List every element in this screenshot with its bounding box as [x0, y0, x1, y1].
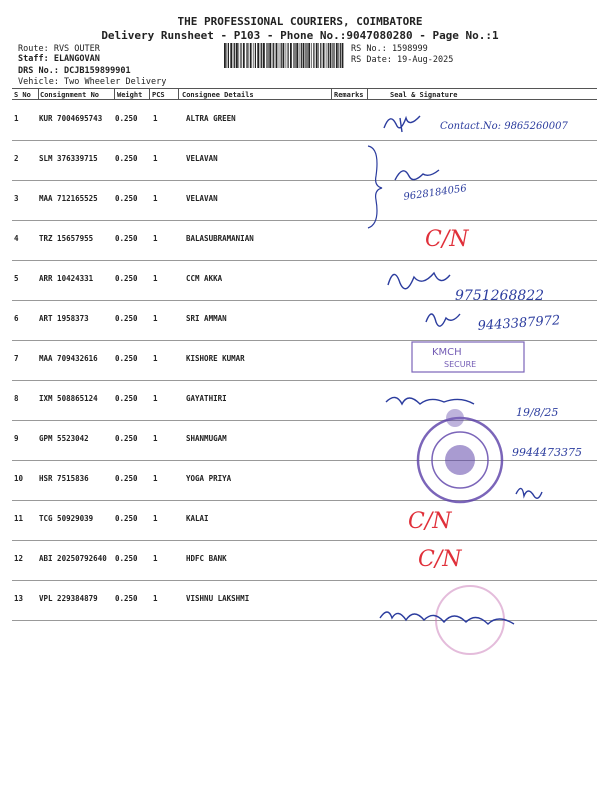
cell-pcs: 1 [153, 594, 158, 603]
cell-consignee: GAYATHIRI [186, 394, 227, 403]
cell-sno: 12 [14, 554, 24, 563]
runsheet-subtitle: Delivery Runsheet - P103 - Phone No.:9047080280 - Page No.:1 [101, 29, 499, 42]
cell-consignment: TCG 50929039 [39, 514, 94, 523]
barcode-bar [250, 43, 252, 68]
barcode-bar [233, 43, 234, 68]
date-handwriting-row8: 19/8/25 [516, 406, 559, 419]
route: Route: RVS OUTER [18, 44, 100, 54]
column-divider [38, 89, 39, 99]
barcode-bar [228, 43, 229, 68]
cell-pcs: 1 [153, 514, 158, 523]
cell-consignment: GPM 5523042 [39, 434, 89, 443]
cell-pcs: 1 [153, 154, 158, 163]
cell-consignee: SRI AMMAN [186, 314, 227, 323]
table-row [12, 220, 597, 261]
col-header-remarks: Remarks [334, 91, 364, 99]
cell-sno: 2 [14, 154, 19, 163]
cell-weight: 0.250 [115, 234, 138, 243]
barcode-bar [318, 43, 319, 68]
rs-date: RS Date: 19-Aug-2025 [351, 55, 454, 65]
staff: Staff: ELANGOVAN [18, 54, 100, 64]
barcode-bar [308, 43, 310, 68]
cell-consignment: ART 1958373 [39, 314, 89, 323]
cell-weight: 0.250 [115, 114, 138, 123]
cell-consignee: KALAI [186, 514, 209, 523]
cell-consignment: VPL 229384879 [39, 594, 98, 603]
cell-pcs: 1 [153, 114, 158, 123]
barcode-bar [257, 43, 259, 68]
barcode-bar [316, 43, 318, 68]
cell-pcs: 1 [153, 394, 158, 403]
drs-number: DRS No.: DCJB159899901 [18, 66, 131, 76]
barcode-bar [326, 43, 327, 68]
barcode-bar [272, 43, 273, 68]
column-divider [114, 89, 115, 99]
table-row [12, 380, 597, 421]
barcode-bar [301, 43, 302, 68]
cell-consignee: ALTRA GREEN [186, 114, 236, 123]
table-row [12, 340, 597, 381]
table-row [12, 180, 597, 221]
cell-pcs: 1 [153, 434, 158, 443]
barcode-bar [236, 43, 238, 68]
barcode-bar [332, 43, 333, 68]
column-divider [149, 89, 150, 99]
cell-weight: 0.250 [115, 554, 138, 563]
barcode-bar [333, 43, 334, 68]
cell-consignment: MAA 709432616 [39, 354, 98, 363]
barcode-bar [240, 43, 241, 68]
table-row [12, 460, 597, 501]
header-top-rule [12, 88, 597, 89]
column-divider [367, 89, 368, 99]
cell-consignee: HDFC BANK [186, 554, 227, 563]
cell-sno: 10 [14, 474, 24, 483]
barcode-bar [255, 43, 256, 68]
barcode-bar [283, 43, 285, 68]
barcode-bar [266, 43, 267, 68]
barcode-bar [320, 43, 321, 68]
cell-pcs: 1 [153, 554, 158, 563]
barcode-bar [336, 43, 338, 68]
col-header-pcs: PCS [152, 91, 165, 99]
cell-sno: 9 [14, 434, 19, 443]
table-row [12, 140, 597, 181]
barcode-bar [294, 43, 295, 68]
phone-handwriting-row6: 9443387972 [477, 313, 561, 334]
barcode-bar [243, 43, 245, 68]
cell-pcs: 1 [153, 354, 158, 363]
barcode-bar [239, 43, 240, 68]
cn-mark-row12: C/N [418, 547, 462, 572]
barcode-bar [338, 43, 339, 68]
barcode-bar [227, 43, 228, 68]
cell-consignment: IXM 508865124 [39, 394, 98, 403]
cell-consignment: HSR 7515836 [39, 474, 89, 483]
cell-weight: 0.250 [115, 314, 138, 323]
cell-sno: 4 [14, 234, 19, 243]
cell-consignment: SLM 376339715 [39, 154, 98, 163]
col-header-consignee: Consignee Details [182, 91, 254, 99]
cell-sno: 8 [14, 394, 19, 403]
barcode-bar [269, 43, 271, 68]
cell-weight: 0.250 [115, 434, 138, 443]
cell-sno: 6 [14, 314, 19, 323]
barcode-bar [328, 43, 329, 68]
cell-sno: 7 [14, 354, 19, 363]
barcode-bar [299, 43, 300, 68]
cell-consignment: TRZ 15657955 [39, 234, 94, 243]
barcode-bar [276, 43, 278, 68]
barcode-bar [253, 43, 254, 68]
barcode-bar [296, 43, 298, 68]
barcode-bar [230, 43, 232, 68]
barcode [224, 43, 344, 68]
barcode-bar [261, 43, 262, 68]
cn-mark-row4: C/N [425, 227, 469, 252]
cell-pcs: 1 [153, 314, 158, 323]
cell-pcs: 1 [153, 474, 158, 483]
cell-weight: 0.250 [115, 154, 138, 163]
contact-handwriting: Contact.No: 9865260007 [440, 121, 568, 132]
cell-sno: 5 [14, 274, 19, 283]
phone-handwriting-row9: 9944473375 [512, 446, 582, 459]
cell-pcs: 1 [153, 234, 158, 243]
barcode-bar [279, 43, 280, 68]
table-row [12, 580, 597, 621]
col-header-signature: Seal & Signature [390, 91, 458, 99]
barcode-bar [286, 43, 287, 68]
cell-consignee: CCM AKKA [186, 274, 223, 283]
cell-weight: 0.250 [115, 514, 138, 523]
cell-weight: 0.250 [115, 274, 138, 283]
cell-consignee: VISHNU LAKSHMI [186, 594, 250, 603]
barcode-bar [306, 43, 307, 68]
table-row [12, 540, 597, 581]
barcode-bar [273, 43, 274, 68]
cell-consignment: MAA 712165525 [39, 194, 98, 203]
cell-weight: 0.250 [115, 474, 138, 483]
cell-consignee: YOGA PRIYA [186, 474, 232, 483]
cell-consignment: ARR 10424331 [39, 274, 94, 283]
cell-consignment: KUR 7004695743 [39, 114, 103, 123]
barcode-bar [234, 43, 235, 68]
barcode-bar [313, 43, 314, 68]
phone-handwriting-row5: 9751268822 [455, 288, 545, 304]
barcode-bar [281, 43, 282, 68]
table-row [12, 420, 597, 461]
cell-consignee: SHANMUGAM [186, 434, 227, 443]
col-header-consignment: Consignment No [40, 91, 100, 99]
cell-sno: 3 [14, 194, 19, 203]
cell-sno: 11 [14, 514, 24, 523]
cell-weight: 0.250 [115, 394, 138, 403]
barcode-bar [246, 43, 247, 68]
table-row [12, 100, 597, 141]
cell-consignee: KISHORE KUMAR [186, 354, 245, 363]
barcode-bar [305, 43, 306, 68]
cell-pcs: 1 [153, 194, 158, 203]
barcode-bar [224, 43, 226, 68]
barcode-bar [267, 43, 268, 68]
column-divider [178, 89, 179, 99]
cell-consignee: VELAVAN [186, 154, 218, 163]
barcode-bar [323, 43, 325, 68]
barcode-bar [330, 43, 332, 68]
barcode-bar [293, 43, 294, 68]
cell-weight: 0.250 [115, 194, 138, 203]
phone-handwriting-row3: 9628184056 [402, 183, 468, 203]
table-row [12, 500, 597, 541]
stamp-row7-subtext: SECURE [444, 360, 477, 369]
barcode-bar [303, 43, 305, 68]
barcode-bar [290, 43, 292, 68]
cell-pcs: 1 [153, 274, 158, 283]
stamp-row7-text: KMCH [432, 347, 462, 358]
cell-weight: 0.250 [115, 354, 138, 363]
barcode-bar [263, 43, 265, 68]
col-header-sno: S No [14, 91, 31, 99]
barcode-bar [311, 43, 312, 68]
cn-mark-row11: C/N [408, 509, 452, 534]
barcode-bar [340, 43, 341, 68]
barcode-bar [247, 43, 248, 68]
column-divider [331, 89, 332, 99]
cell-sno: 1 [14, 114, 19, 123]
cell-sno: 13 [14, 594, 24, 603]
cell-consignment: ABI 20250792640 [39, 554, 107, 563]
rs-number: RS No.: 1598999 [351, 44, 428, 54]
barcode-bar [260, 43, 261, 68]
barcode-bar [342, 43, 344, 68]
cell-weight: 0.250 [115, 594, 138, 603]
table-row [12, 300, 597, 341]
company-name: THE PROFESSIONAL COURIERS, COIMBATORE [177, 15, 423, 28]
table-row [12, 260, 597, 301]
cell-consignee: VELAVAN [186, 194, 218, 203]
cell-consignee: BALASUBRAMANIAN [186, 234, 254, 243]
barcode-bar [288, 43, 289, 68]
vehicle: Vehicle: Two Wheeler Delivery [18, 77, 167, 87]
col-header-weight: Weight [117, 91, 143, 99]
